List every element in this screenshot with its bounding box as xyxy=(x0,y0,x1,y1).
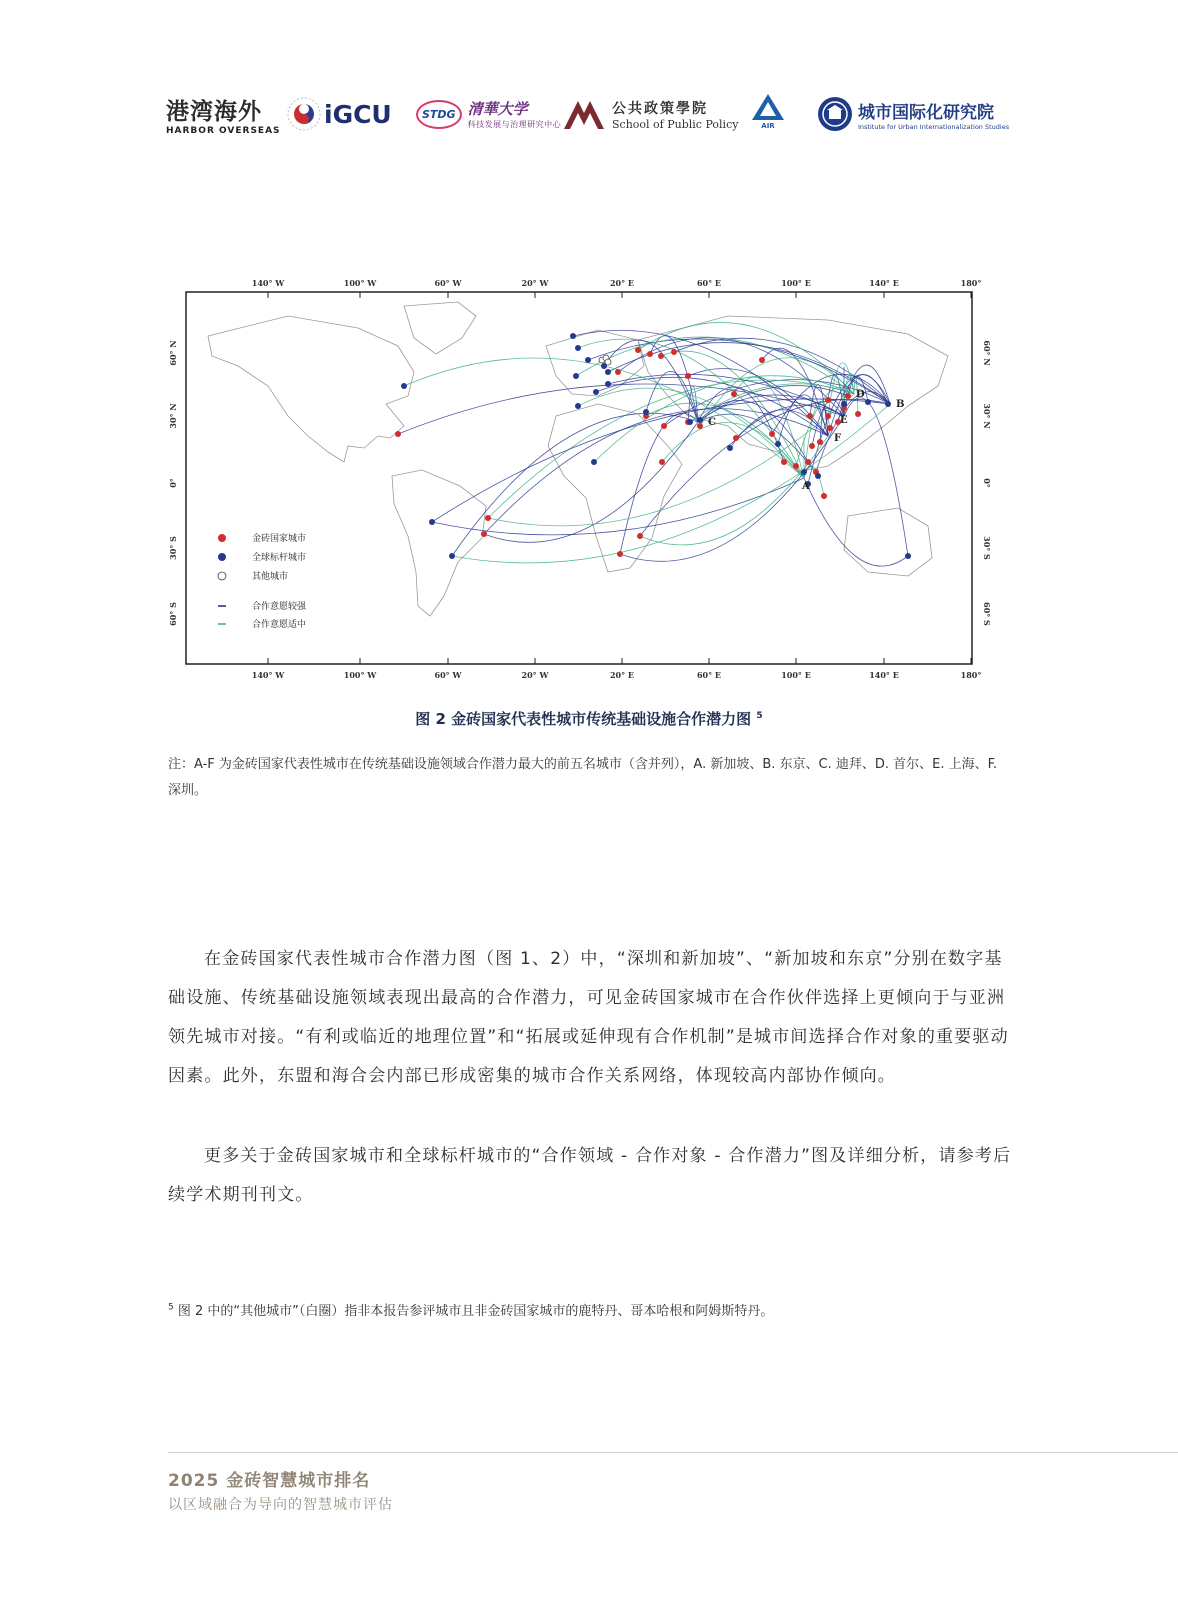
footnote-text: 图 2 中的“其他城市”（白圈）指非本报告参评城市且非金砖国家城市的鹿特丹、哥本哈根和阿姆斯特丹。 xyxy=(177,1304,774,1319)
longitude-tick-label: 60° W xyxy=(434,278,462,288)
brics-city-dot xyxy=(821,493,827,499)
iuis-cn: 城市国际化研究院 xyxy=(858,102,994,123)
spp-cn: 公共政策學院 xyxy=(612,100,708,117)
benchmark-city-dot xyxy=(449,553,455,559)
brics-city-dot xyxy=(731,391,737,397)
iuis-en: Institute for Urban Internationalization Studies xyxy=(858,122,1010,131)
longitude-tick-label: 60° E xyxy=(696,670,722,680)
stdg-badge: STDG xyxy=(416,100,462,129)
brics-city-dot xyxy=(855,411,861,417)
latitude-tick-label: 60° S xyxy=(982,602,992,626)
logo-stdg xyxy=(416,92,561,136)
brics-city-dot xyxy=(781,459,787,465)
benchmark-city-dot xyxy=(865,399,871,405)
logo-harbor-overseas xyxy=(166,92,281,136)
logo-harbor-cn: 港湾海外 xyxy=(166,97,262,125)
benchmark-city-dot xyxy=(727,445,733,451)
brics-city-dot xyxy=(697,423,703,429)
benchmark-city-dot xyxy=(605,369,611,375)
igcu-emblem-icon xyxy=(286,96,322,132)
longitude-tick-label: 60° E xyxy=(696,278,722,288)
benchmark-city-dot xyxy=(593,389,599,395)
benchmark-city-dot xyxy=(401,383,407,389)
brics-city-dot xyxy=(635,347,641,353)
legend-label: 金砖国家城市 xyxy=(252,534,307,544)
brics-city-dot xyxy=(769,431,775,437)
logo-harbor-en: HARBOR OVERSEAS xyxy=(166,125,281,136)
latitude-tick-label: 30° S xyxy=(982,536,992,560)
footer-subtitle: 以区域融合为导向的智慧城市评估 xyxy=(168,1497,393,1513)
stdg-sub: 科技发展与治理研究中心 xyxy=(467,120,562,129)
brics-city-dot xyxy=(637,533,643,539)
legend-label: 其他城市 xyxy=(252,572,289,582)
brics-city-dot xyxy=(793,463,799,469)
legend-label: 合作意愿较强 xyxy=(252,602,307,612)
brics-city-dot xyxy=(817,439,823,445)
longitude-tick-label: 20° E xyxy=(609,670,635,680)
brics-city-dot xyxy=(617,551,623,557)
city-marker-b: B xyxy=(896,399,905,410)
brics-city-dot xyxy=(485,515,491,521)
spp-emblem-icon xyxy=(562,97,606,131)
legend-swatch xyxy=(218,553,226,561)
benchmark-city-dot xyxy=(643,409,649,415)
brics-city-dot xyxy=(759,357,765,363)
latitude-tick-label: 30° S xyxy=(168,536,178,560)
benchmark-city-dot xyxy=(575,345,581,351)
logo-aii xyxy=(748,92,788,136)
brics-city-dot xyxy=(809,443,815,449)
benchmark-city-dot xyxy=(815,473,821,479)
figure-note: 注：A-F 为金砖国家代表性城市在传统基础设施领域合作潜力最大的前五名城市（含并列），A. 新加坡、B. 东京、C. 迪拜、D. 首尔、E. 上海、F. 深圳。 xyxy=(168,757,998,798)
longitude-tick-label: 20° W xyxy=(521,278,549,288)
longitude-tick-label: 140° W xyxy=(251,670,285,680)
logo-igcu xyxy=(286,92,392,136)
city-marker-d: D xyxy=(856,389,865,400)
iuis-emblem-icon xyxy=(816,95,854,133)
brics-city-dot xyxy=(825,413,831,419)
latitude-tick-label: 30° N xyxy=(168,403,178,429)
spp-en: School of Public Policy xyxy=(612,117,739,131)
longitude-tick-label: 100° E xyxy=(781,670,811,680)
city-marker-f: F xyxy=(834,433,842,444)
brics-city-dot xyxy=(807,413,813,419)
longitude-tick-label: 180° xyxy=(960,670,982,680)
footnote xyxy=(168,1300,773,1319)
latitude-tick-label: 60° S xyxy=(168,602,178,626)
benchmark-city-dot xyxy=(570,333,576,339)
benchmark-city-dot xyxy=(841,401,847,407)
logo-school-public-policy xyxy=(562,92,738,136)
legend-swatch xyxy=(218,572,226,580)
footer-divider xyxy=(168,1452,1178,1453)
city-marker-a: A xyxy=(802,481,810,492)
benchmark-city-dot xyxy=(905,553,911,559)
logo-igcu-text: iGCU xyxy=(324,99,392,129)
stdg-cn: 清華大学 xyxy=(467,100,528,118)
logo-iuis xyxy=(816,92,1009,136)
brics-city-dot xyxy=(658,353,664,359)
brics-city-dot xyxy=(827,425,833,431)
legend-swatch xyxy=(218,534,226,542)
longitude-tick-label: 100° W xyxy=(343,278,377,288)
latitude-tick-label: 60° N xyxy=(982,340,992,366)
aii-badge: AIR xyxy=(761,122,775,130)
brics-city-dot xyxy=(661,423,667,429)
benchmark-city-dot xyxy=(775,441,781,447)
brics-city-dot xyxy=(615,369,621,375)
figure-caption xyxy=(0,708,1178,729)
footer-title: 2025 金砖智慧城市排名 xyxy=(168,1471,371,1491)
brics-city-dot xyxy=(395,431,401,437)
longitude-tick-label: 60° W xyxy=(434,670,462,680)
brics-city-dot xyxy=(481,531,487,537)
brics-city-dot xyxy=(659,459,665,465)
benchmark-city-dot xyxy=(575,403,581,409)
figure-map xyxy=(168,276,1016,692)
benchmark-city-dot xyxy=(687,419,693,425)
brics-city-dot xyxy=(685,373,691,379)
latitude-tick-label: 60° N xyxy=(168,340,178,366)
longitude-tick-label: 20° W xyxy=(521,670,549,680)
longitude-tick-label: 140° W xyxy=(251,278,285,288)
legend-label: 合作意愿适中 xyxy=(252,620,307,630)
latitude-tick-label: 0° xyxy=(168,478,178,488)
latitude-tick-label: 30° N xyxy=(982,403,992,429)
brics-city-dot xyxy=(647,351,653,357)
brics-city-dot xyxy=(671,349,677,355)
longitude-tick-label: 100° E xyxy=(781,278,811,288)
other-city-dot xyxy=(605,359,611,365)
longitude-tick-label: 180° xyxy=(960,278,982,288)
aii-emblem-icon xyxy=(748,92,788,122)
caption-text: 图 2 金砖国家代表性城市传统基础设施合作潜力图 xyxy=(415,710,752,728)
body-paragraph-1: 在金砖国家代表性城市合作潜力图（图 1、2）中，“深圳和新加坡”、“新加坡和东京”分别在数字基础设施、传统基础设施领域表现出最高的合作潜力，可见金砖国家城市在合作伙伴选择上更倾向于与亚洲领先城市对接。“有利或临近的地理位置”和“拓展或延伸现有合作机制”是城市间选择合作对象的重要驱动因素。此外，东盟和海合会内部已形成密集的城市合作关系网络，体现较高内部协作倾向。 xyxy=(168,949,1009,1086)
benchmark-city-dot xyxy=(591,459,597,465)
body-paragraph-2: 更多关于金砖国家城市和全球标杆城市的“合作领域 - 合作对象 - 合作潜力”图及详细分析，请参考后续学术期刊刊文。 xyxy=(168,1146,1012,1205)
brics-city-dot xyxy=(825,397,831,403)
header-logos xyxy=(166,92,1016,142)
longitude-tick-label: 140° E xyxy=(869,670,899,680)
benchmark-city-dot xyxy=(801,469,807,475)
longitude-tick-label: 20° E xyxy=(609,278,635,288)
world-cooperation-map xyxy=(168,276,1016,692)
benchmark-city-dot xyxy=(605,381,611,387)
longitude-tick-label: 100° W xyxy=(343,670,377,680)
brics-city-dot xyxy=(845,393,851,399)
benchmark-city-dot xyxy=(697,417,703,423)
latitude-tick-label: 0° xyxy=(982,478,992,488)
longitude-tick-label: 140° E xyxy=(869,278,899,288)
benchmark-city-dot xyxy=(429,519,435,525)
city-marker-c: C xyxy=(708,417,716,428)
legend-label: 全球标杆城市 xyxy=(252,553,307,563)
city-marker-e: E xyxy=(840,415,848,426)
benchmark-city-dot xyxy=(573,373,579,379)
benchmark-city-dot xyxy=(885,401,891,407)
benchmark-city-dot xyxy=(585,357,591,363)
caption-footnote-ref: 5 xyxy=(756,711,763,721)
brics-city-dot xyxy=(805,459,811,465)
footnote-number: 5 xyxy=(168,1302,174,1313)
brics-city-dot xyxy=(733,435,739,441)
